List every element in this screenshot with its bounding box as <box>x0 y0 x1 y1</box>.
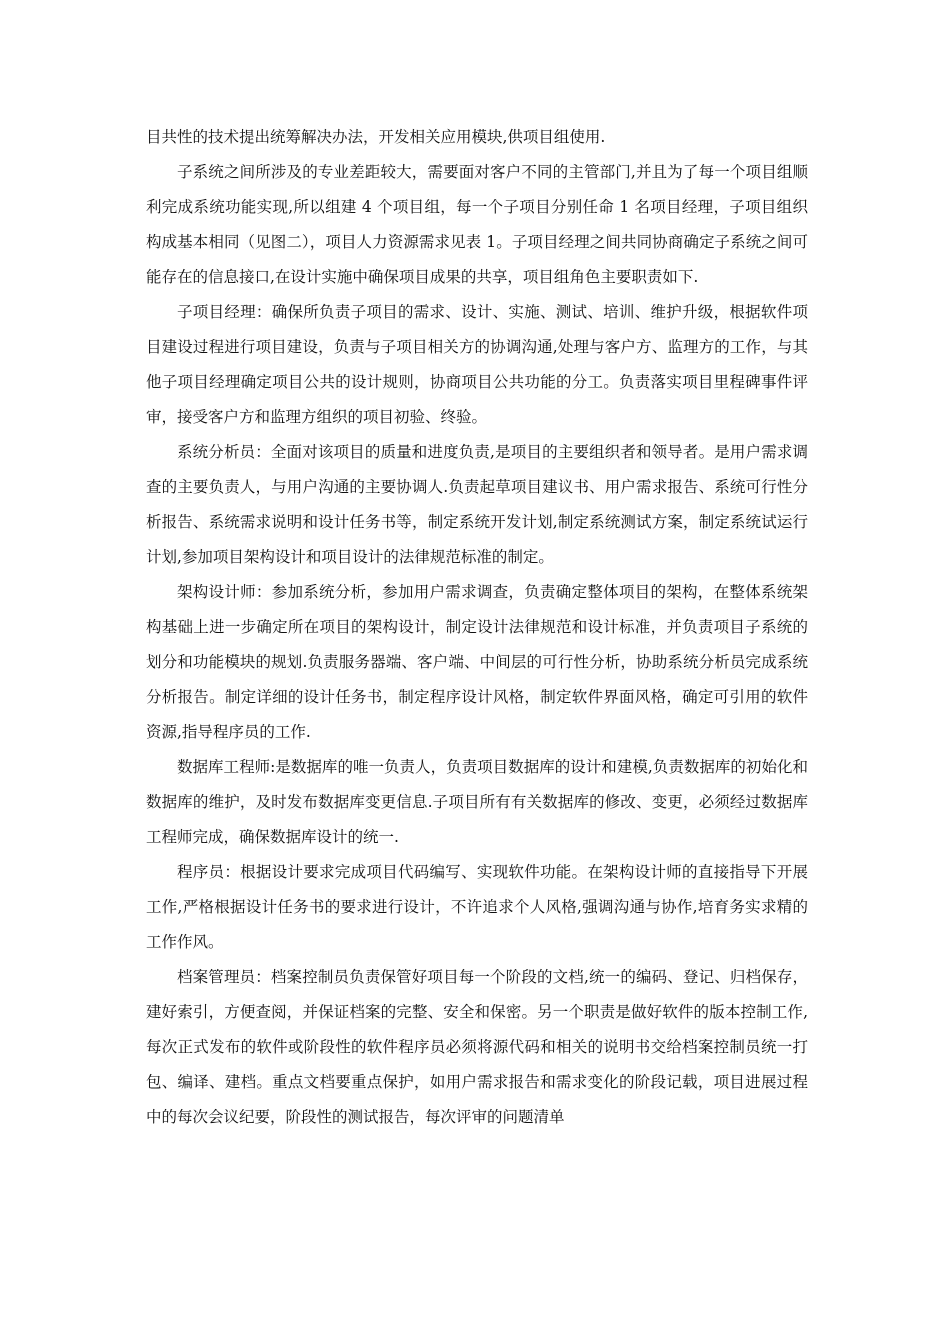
paragraph-subsystem-overview: 子系统之间所涉及的专业差距较大，需要面对客户不同的主管部门,并且为了每一个项目组顺利完成系统功能实现,所以组建 4 个项目组，每一个子项目分别任命 1 名项目经理，子项目组织构成基本相同（见图二），项目人力资源需求见表 1。子项目经理之间共同协商确定子系统之间可能存在的信息接口,在设计实施中确保项目成果的共享，项目组角色主要职责如下. <box>146 163 808 286</box>
paragraph-system-analyst: 系统分析员：全面对该项目的质量和进度负责,是项目的主要组织者和领导者。是用户需求调查的主要负责人，与用户沟通的主要协调人.负责起草项目建议书、用户需求报告、系统可行性分析报告、系统需求说明和设计任务书等，制定系统开发计划,制定系统测试方案，制定系统试运行计划,参加项目架构设计和项目设计的法律规范标准的制定。 <box>146 443 808 566</box>
document-body <box>146 120 808 1135</box>
paragraph-continuation: 目共性的技术提出统筹解决办法，开发相关应用模块,供项目组使用. <box>146 128 606 146</box>
paragraph-archive-manager: 档案管理员：档案控制员负责保管好项目每一个阶段的文档,统一的编码、登记、归档保存，建好索引，方便查阅，并保证档案的完整、安全和保密。另一个职责是做好软件的版本控制工作,每次正式发布的软件或阶段性的软件程序员必须将源代码和相关的说明书交给档案控制员统一打包、编译、建档。重点文档要重点保护，如用户需求报告和需求变化的阶段记载，项目进展过程中的每次会议纪要，阶段性的测试报告，每次评审的问题清单 <box>146 968 808 1126</box>
paragraph-sub-project-manager: 子项目经理：确保所负责子项目的需求、设计、实施、测试、培训、维护升级，根据软件项目建设过程进行项目建设，负责与子项目相关方的协调沟通,处理与客户方、监理方的工作，与其他子项目经理确定项目公共的设计规则，协商项目公共功能的分工。负责落实项目里程碑事件评审，接受客户方和监理方组织的项目初验、终验。 <box>146 303 808 426</box>
paragraph-database-engineer: 数据库工程师:是数据库的唯一负责人，负责项目数据库的设计和建模,负责数据库的初始化和数据库的维护，及时发布数据库变更信息.子项目所有有关数据库的修改、变更，必须经过数据库工程师完成，确保数据库设计的统一. <box>146 758 808 846</box>
paragraph-programmer: 程序员：根据设计要求完成项目代码编写、实现软件功能。在架构设计师的直接指导下开展工作,严格根据设计任务书的要求进行设计，不许追求个人风格,强调沟通与协作,培育务实求精的工作作风。 <box>146 863 808 951</box>
paragraph-architect: 架构设计师：参加系统分析，参加用户需求调查，负责确定整体项目的架构，在整体系统架构基础上进一步确定所在项目的架构设计，制定设计法律规范和设计标准，并负责项目子系统的划分和功能模块的规划.负责服务器端、客户端、中间层的可行性分析，协助系统分析员完成系统分析报告。制定详细的设计任务书，制定程序设计风格，制定软件界面风格，确定可引用的软件资源,指导程序员的工作. <box>146 583 808 741</box>
